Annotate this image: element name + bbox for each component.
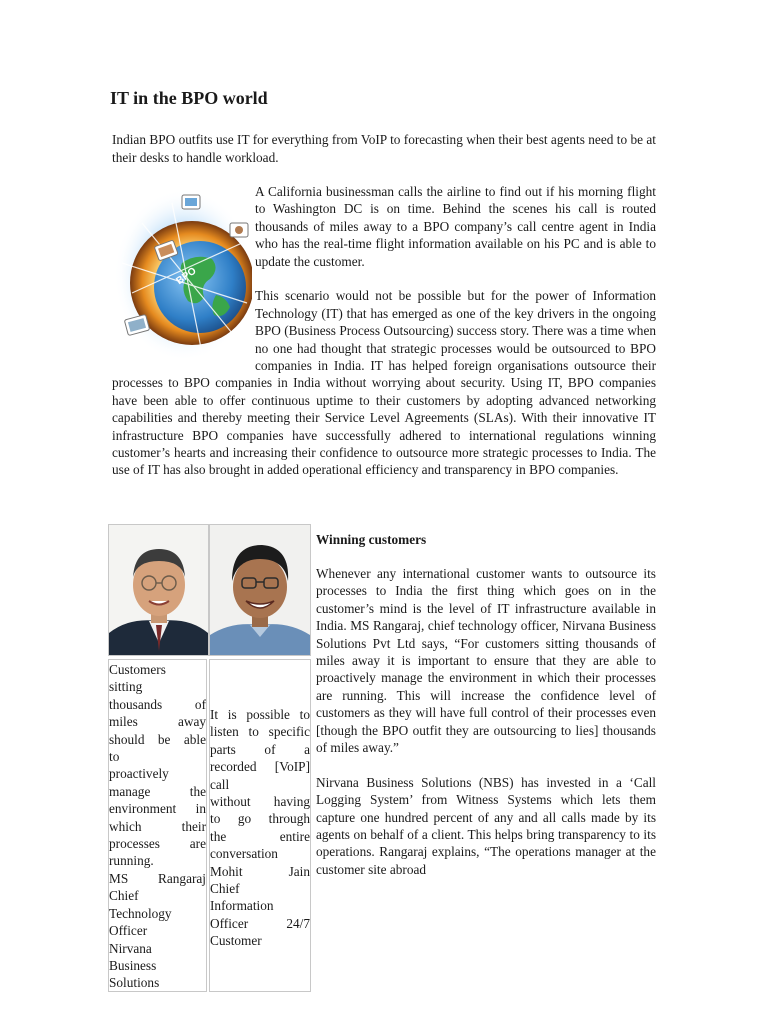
article-body (112, 183, 656, 496)
bpo-globe-illustration (112, 183, 252, 367)
globe-label: BPO (174, 265, 199, 288)
section-paragraph-1: Whenever any international customer wants to outsource its processes to India the first thing which goes on in the customer’s mind is the level of IT infrastructure available in India. MS Rangaraj, chief technology officer, Nirvana Business Solutions Pvt Ltd says, “For customers sitting thousands of miles away it is important to ensure that they are able to proactively manage the environment in which their processes are running. This will increase the confidence level of customers as they will have full control of their processes even [though the BPO outfit they are outsourcing to lies] thousands of miles away.” (316, 566, 656, 756)
caption-line: which their (109, 818, 206, 834)
section-body (316, 565, 656, 896)
caption-line: Technology (109, 905, 172, 921)
caption-line: Solutions (109, 975, 160, 991)
caption-line: Customer (210, 933, 262, 949)
caption-line: Information (210, 898, 274, 914)
caption-line: Chief (109, 888, 139, 904)
caption-line: conversation (210, 846, 278, 862)
caption-line: Business (109, 957, 157, 973)
body-paragraph-1: A California businessman calls the airline to find out if his morning flight to Washington DC is on time. Behind the scenes his call is routed thousands of miles away to a BPO company’s call centre agent in India who has the real-time flight information available on his PC and is able to update the customer. (255, 184, 656, 269)
caption-line: parts of a (210, 741, 310, 757)
caption-line: running. (109, 853, 154, 869)
caption-line: Officer 24/7 (210, 915, 310, 931)
caption-line: listen to specific (210, 724, 310, 740)
caption-line: It is possible to (210, 707, 310, 722)
photo-mohit-jain (209, 524, 311, 656)
caption-line: MS Rangaraj (109, 870, 206, 886)
caption-line: the entire (210, 828, 310, 844)
caption-line: thousands of (109, 696, 206, 712)
caption-line: recorded [VoIP] (210, 759, 310, 775)
caption-line: Mohit Jain (210, 863, 310, 879)
caption-line: should be able (109, 731, 206, 747)
caption-line: proactively (109, 766, 169, 782)
page-title: IT in the BPO world (110, 88, 268, 108)
caption-line: to go through (210, 811, 310, 827)
caption-mohit-jain (209, 659, 311, 992)
caption-line: Customers (109, 662, 166, 677)
caption-line: Chief (210, 881, 240, 897)
intro-paragraph: Indian BPO outfits use IT for everything from VoIP to forecasting when their best agents need to be at their desks to handle workload. (112, 132, 656, 165)
caption-line: environment in (109, 801, 206, 817)
body-paragraph-2: This scenario would not be possible but for the power of Information Technology (IT) that has emerged as one of the key drivers in the ongoing BPO (Business Process Outsourcing) success story. There was a time when no one had thought that strategic processes would be outsourced to BPO companies in India. IT has helped foreign organisations outsource their processes to BPO companies in India without worrying about security. Using IT, BPO companies have been able to offer continuous uptime to their customers by adopting advanced networking capabilities and thereby meeting their Service Level Agreements (SLAs). With their innovative IT infrastructure BPO companies have successfully adhered to international regulations winning customer’s hearts and increasing their confidence to outsource more strategic processes to India. The use of IT has also brought in added operational efficiency and transparency in BPO companies. (112, 288, 656, 478)
caption-line: processes are (109, 836, 206, 852)
section-paragraph-2: Nirvana Business Solutions (NBS) has invested in a ‘Call Logging System’ from Witness Systems which lets them capture one hundred percent of any and all calls made by its agents on behalf of a client. This helps bring transparency to its operations. Rangaraj explains, “The operations manager at the customer site abroad (316, 774, 656, 877)
caption-line: Nirvana (109, 940, 152, 956)
caption-line: without having (210, 794, 310, 810)
caption-line: sitting (109, 679, 143, 695)
caption-ms-rangaraj (108, 659, 207, 992)
caption-line: miles away (109, 714, 206, 730)
section-heading: Winning customers (316, 532, 427, 547)
caption-line: manage the (109, 783, 206, 799)
photo-ms-rangaraj (108, 524, 209, 656)
caption-line: to (109, 749, 120, 765)
caption-line: Officer (109, 923, 148, 939)
caption-line: call (210, 776, 230, 792)
